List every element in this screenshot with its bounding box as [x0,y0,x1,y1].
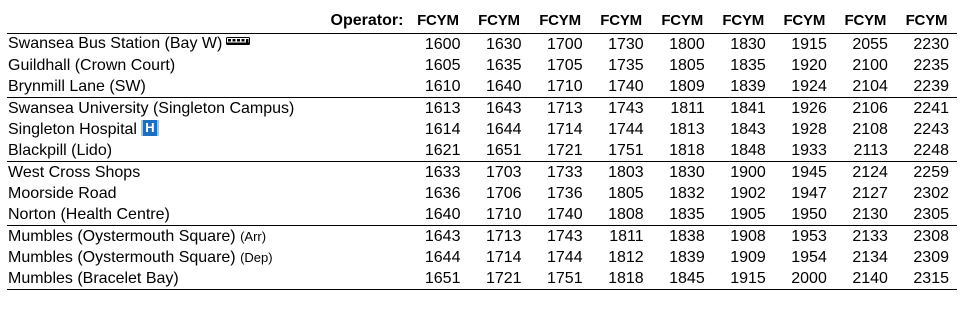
departure-time: 1928 [791,120,827,138]
table-row [7,204,957,226]
departure-time: 1621 [424,141,461,159]
departure-time: 1644 [424,248,461,266]
stop-name-cell [7,55,407,76]
departure-time: 2140 [835,268,896,290]
stop-name-cell [7,226,407,248]
departure-time: 1830 [652,162,713,184]
departure-time: 2100 [852,56,888,74]
stop-name: Swansea Bus Station (Bay W) [8,35,223,53]
operator-code: FCYM [600,12,642,29]
departure-time: 1733 [530,162,591,184]
operator-code: FCYM [478,12,520,29]
departure-time: 1610 [424,77,461,95]
departure-time: 1909 [730,248,766,266]
table-row [7,247,957,268]
stop-note: (Arr) [240,228,267,244]
table-row [7,34,957,56]
bus-icon [226,32,250,52]
departure-time: 1845 [652,268,713,290]
departure-time: 1714 [485,248,522,266]
departure-time: 1947 [791,184,827,202]
departure-time: 2305 [913,205,949,223]
departure-time: 1643 [468,98,529,120]
stop-name-cell [7,34,407,56]
departure-time: 1924 [791,77,827,95]
departure-time: 1908 [713,226,774,248]
departure-time: 2127 [852,184,888,202]
departure-time: 1809 [669,77,705,95]
departure-time: 1743 [591,98,652,120]
departure-time: 1945 [774,162,835,184]
stop-name: Mumbles (Oystermouth Square) [8,227,236,245]
departure-time: 1735 [608,56,644,74]
departure-time: 1651 [485,141,522,159]
departure-time: 1838 [652,226,713,248]
bus-timetable [7,5,957,290]
table-row [7,76,957,98]
stop-name: West Cross Shops [8,163,141,181]
departure-time: 1832 [669,184,705,202]
departure-time: 1744 [608,120,644,138]
departure-time: 1805 [608,184,644,202]
departure-time: 1633 [407,162,468,184]
departure-time: 1751 [608,141,644,159]
departure-time: 1640 [485,77,522,95]
departure-time: 1643 [407,226,468,248]
departure-time: 2104 [852,77,888,95]
stop-name: Singleton Hospital [8,120,137,138]
departure-time: 1736 [547,184,583,202]
departure-time: 2235 [913,56,949,74]
departure-time: 2113 [853,141,888,159]
departure-time: 2308 [896,226,957,248]
departure-time: 1614 [424,120,461,138]
stop-name-cell [7,98,407,120]
operator-header-row [7,5,957,34]
departure-time: 2130 [852,205,888,223]
departure-time: 1950 [791,205,827,223]
stop-name-cell [7,268,407,290]
departure-time: 1811 [652,98,713,120]
departure-time: 1848 [730,141,766,159]
departure-time: 2106 [835,98,896,120]
departure-time: 1839 [730,77,766,95]
departure-time: 1920 [791,56,827,74]
departure-time: 1953 [774,226,835,248]
departure-time: 1835 [730,56,766,74]
departure-time: 1811 [591,226,652,248]
departure-time: 1713 [468,226,529,248]
stop-name-cell [7,76,407,98]
departure-time: 1800 [652,34,713,56]
departure-time: 1915 [713,268,774,290]
departure-time: 1714 [547,120,583,138]
operator-code: FCYM [539,12,581,29]
table-row [7,119,957,140]
stop-name-cell [7,140,407,162]
operator-code: FCYM [417,12,459,29]
operator-code: FCYM [783,12,826,29]
departure-time: 1600 [407,34,468,56]
departure-time: 1705 [547,56,583,74]
departure-time: 2241 [896,98,957,120]
departure-time: 2133 [835,226,896,248]
table-row [7,226,957,248]
departure-time: 1721 [468,268,529,290]
departure-time: 2108 [852,120,888,138]
departure-time: 1743 [530,226,591,248]
departure-time: 1744 [547,248,583,266]
departure-time: 1841 [713,98,774,120]
departure-time: 1651 [407,268,468,290]
departure-time: 1706 [485,184,522,202]
departure-time: 2315 [896,268,957,290]
departure-time: 2239 [913,77,949,95]
departure-time: 2248 [913,141,949,159]
departure-time: 1713 [530,98,591,120]
stop-name-cell [7,119,407,140]
departure-time: 1818 [591,268,652,290]
operator-label: Operator: [330,12,404,29]
departure-time: 1818 [669,141,705,159]
stop-name: Swansea University (Singleton Campus) [8,99,295,117]
table-row [7,98,957,120]
stop-name-cell [7,247,407,268]
table-row [7,140,957,162]
departure-time: 1740 [608,77,644,95]
stop-name: Blackpill (Lido) [8,141,113,159]
operator-code: FCYM [722,12,765,29]
stop-note: (Dep) [240,249,273,265]
departure-time: 1900 [713,162,774,184]
timetable-container [7,5,957,290]
table-row [7,268,957,290]
table-row [7,183,957,204]
timetable-body [7,34,957,290]
departure-time: 1751 [530,268,591,290]
departure-time: 1636 [424,184,461,202]
operator-code: FCYM [844,12,887,29]
departure-time: 1710 [485,205,522,223]
departure-time: 1902 [730,184,766,202]
departure-time: 1926 [774,98,835,120]
departure-time: 1915 [774,34,835,56]
departure-time: 1644 [485,120,522,138]
table-row [7,162,957,184]
departure-time: 1635 [485,56,522,74]
departure-time: 2000 [774,268,835,290]
departure-time: 1630 [468,34,529,56]
departure-time: 1703 [468,162,529,184]
departure-time: 2124 [835,162,896,184]
departure-time: 1640 [424,205,461,223]
stop-name: Moorside Road [8,184,117,202]
departure-time: 1613 [407,98,468,120]
departure-time: 1812 [608,248,644,266]
departure-time: 1843 [730,120,766,138]
departure-time: 2309 [913,248,949,266]
hospital-icon: H [141,120,159,136]
stop-name: Mumbles (Bracelet Bay) [8,269,179,287]
departure-time: 1721 [547,141,583,159]
departure-time: 1933 [791,141,827,159]
departure-time: 1808 [608,205,644,223]
departure-time: 1605 [424,56,461,74]
departure-time: 1830 [713,34,774,56]
departure-time: 1839 [669,248,705,266]
departure-time: 2243 [913,120,949,138]
departure-time: 1730 [591,34,652,56]
operator-code: FCYM [905,12,948,29]
departure-time: 1740 [547,205,583,223]
stop-name-cell [7,162,407,184]
departure-time: 1954 [791,248,827,266]
departure-time: 1803 [591,162,652,184]
departure-time: 2259 [896,162,957,184]
departure-time: 1710 [547,77,583,95]
operator-code: FCYM [661,12,704,29]
departure-time: 1805 [669,56,705,74]
departure-time: 2134 [852,248,888,266]
stop-name: Norton (Health Centre) [8,205,170,223]
departure-time: 1813 [669,120,705,138]
stop-name-cell [7,204,407,226]
departure-time: 1835 [669,205,705,223]
departure-time: 1905 [730,205,766,223]
departure-time: 2230 [896,34,957,56]
table-row [7,55,957,76]
departure-time: 2055 [835,34,896,56]
departure-time: 1700 [530,34,591,56]
stop-name: Guildhall (Crown Court) [8,56,176,74]
stop-name-cell [7,183,407,204]
stop-name: Mumbles (Oystermouth Square) [8,248,236,266]
stop-name: Brynmill Lane (SW) [8,77,146,95]
departure-time: 2302 [913,184,949,202]
